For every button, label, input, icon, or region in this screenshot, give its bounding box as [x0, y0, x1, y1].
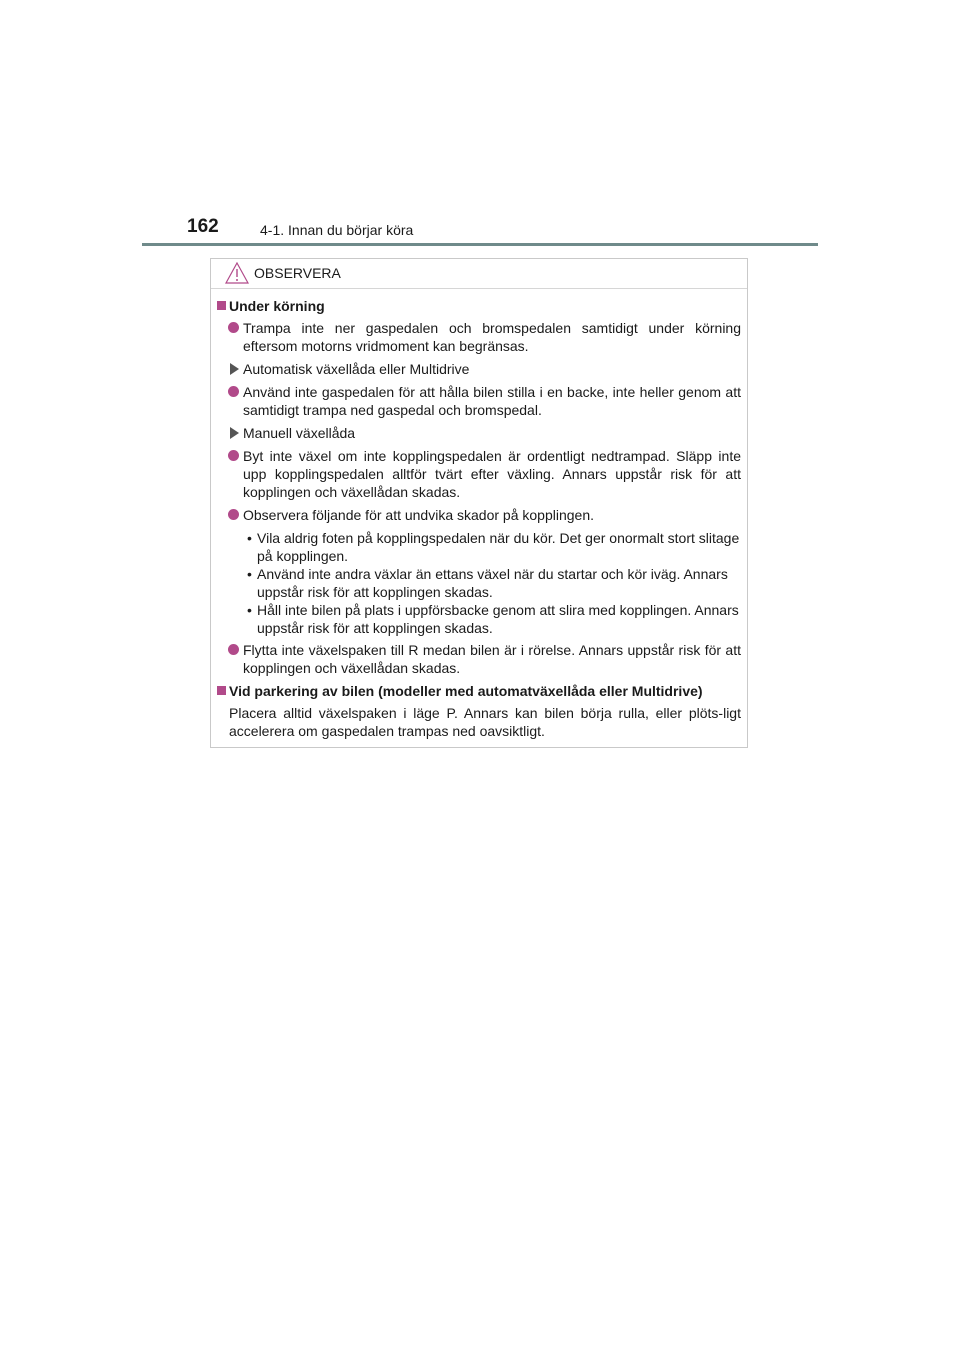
caution-title: OBSERVERA [254, 265, 341, 281]
round-bullet-icon [228, 509, 239, 520]
caution-body [211, 297, 747, 740]
small-bullet-icon: • [247, 530, 252, 546]
small-bullet-icon: • [247, 602, 252, 618]
page-number: 162 [187, 216, 219, 237]
section-title: 4-1. Innan du börjar köra [260, 222, 414, 238]
caution-box [210, 258, 748, 748]
bullet-item: Byt inte växel om inte kopplingspedalen är ordentligt nedtrampad. Släpp inte upp kopplingspedalen alltför tvärt efter växling. Annars uppstår risk för att kopplingen och växellådan skadas. [211, 447, 747, 501]
bullet-item: Flytta inte växelspaken till R medan bilen är i rörelse. Annars uppstår risk för att kopplingen och växellådan skadas. [211, 641, 747, 677]
sub-item: • Vila aldrig foten på kopplingspedalen när du kör. Det ger onormalt stort slitage på kopplingen. [247, 530, 740, 564]
round-bullet-icon [228, 322, 239, 333]
round-bullet-icon [228, 386, 239, 397]
header-rule [142, 243, 818, 246]
page-header [142, 214, 818, 246]
caution-header [211, 259, 747, 289]
triangle-arrow-icon [230, 427, 239, 439]
bullet-item: Använd inte gaspedalen för att hålla bilen stilla i en backe, inte heller genom att samtidigt trampa ned gaspedal och bromspedal. [211, 383, 747, 419]
square-bullet-icon [217, 686, 226, 695]
sub-item: • Använd inte andra växlar än ettans växel när du startar och kör iväg. Annars uppstår risk för att kopplingen skadas. [247, 566, 728, 600]
section-heading: Vid parkering av bilen (modeller med automatväxellåda eller Multidrive) [211, 682, 747, 700]
triangle-arrow-icon [230, 363, 239, 375]
warning-triangle-icon [225, 262, 249, 289]
round-bullet-icon [228, 644, 239, 655]
round-bullet-icon [228, 450, 239, 461]
sub-item: • Håll inte bilen på plats i uppförsbacke genom att slira med kopplingen. Annars uppstår risk för att kopplingen skadas. [247, 602, 739, 636]
bullet-item: Trampa inte ner gaspedalen och bromspedalen samtidigt under körning eftersom motorns vridmoment kan begränsas. [211, 319, 747, 355]
condition-line: Automatisk växellåda eller Multidrive [211, 360, 747, 378]
small-bullet-icon: • [247, 566, 252, 582]
condition-line: Manuell växellåda [211, 424, 747, 442]
bullet-item: Observera följande för att undvika skador på kopplingen. [211, 506, 747, 524]
square-bullet-icon [217, 301, 226, 310]
section-heading: Under körning [211, 297, 747, 315]
sub-list [211, 529, 747, 637]
section-text: Placera alltid växelspaken i läge P. Annars kan bilen börja rulla, eller plöts-ligt accelerera om gaspedalen trampas ned oavsiktligt. [229, 705, 741, 739]
